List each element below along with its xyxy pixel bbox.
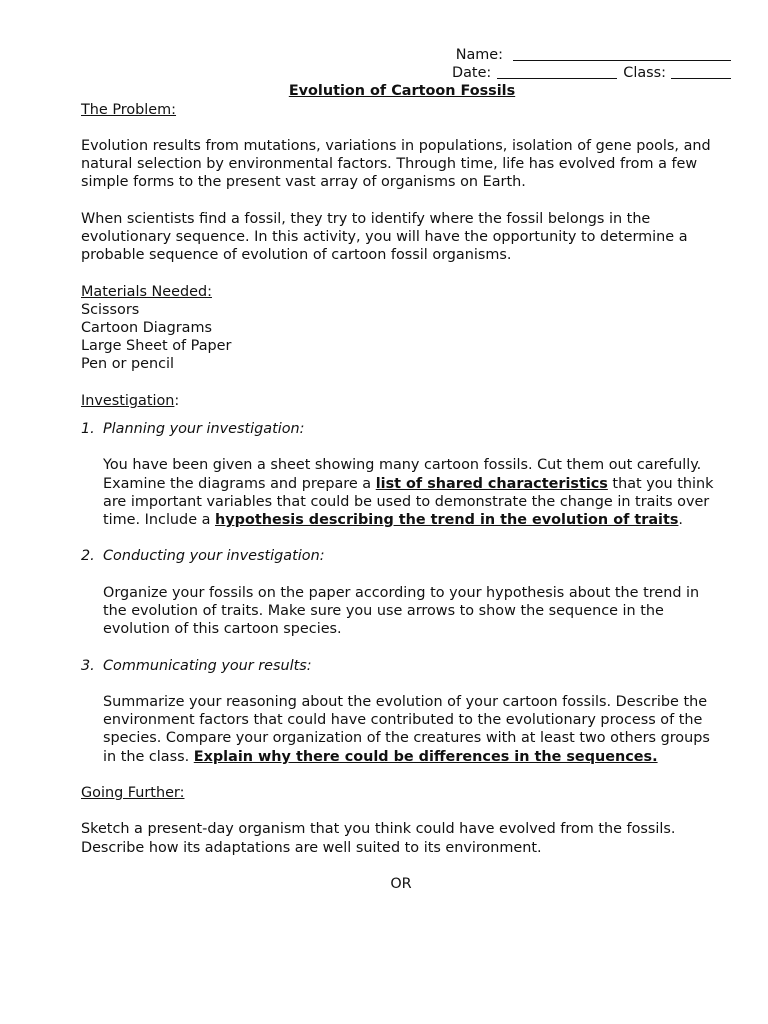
step-number: 2. <box>81 548 95 565</box>
or-divider: OR <box>390 875 412 892</box>
name-blank <box>513 46 731 61</box>
step-title: Conducting your investigation: <box>103 548 325 565</box>
step-number: 1. <box>81 420 95 437</box>
date-blank <box>497 64 617 79</box>
investigation-heading-colon: : <box>174 392 180 409</box>
step-2-text: Organize your fossils on the paper according to your hypothesis about the trend in the evolution of traits. Make sure you use arrows to show the sequence in the evolution of this cartoon species. <box>103 584 700 638</box>
material-item: Scissors <box>81 301 140 318</box>
material-item: Cartoon Diagrams <box>81 319 213 336</box>
step-1-heading <box>81 420 731 438</box>
date-label: Date: <box>452 65 492 82</box>
shared-characteristics-emphasis: list of shared characteristics <box>375 475 608 492</box>
step-3-text <box>103 693 723 766</box>
text-run: Summarize your reasoning about the evolution of your cartoon fossils. Describe the environment factors that could have contributed to the evolutionary process of the species. Compare your organization of the creatures with at least two others groups in the class. <box>103 693 710 765</box>
hypothesis-emphasis: hypothesis describing the trend in the evolution of traits <box>215 511 679 528</box>
investigation-heading <box>81 392 731 410</box>
step-1-body <box>81 456 723 529</box>
class-label: Class: <box>623 65 666 82</box>
step-title: Communicating your results: <box>103 657 312 674</box>
date-class-line <box>81 64 731 82</box>
text-run: that you think are important variables that could be used to demonstrate the change in traits over time. Include a <box>103 475 714 528</box>
material-item: Pen or pencil <box>81 356 175 373</box>
step-3-heading <box>81 657 731 675</box>
text-run: . <box>678 511 683 528</box>
going-further-text: Sketch a present-day organism that you think could have evolved from the fossils. Describe how its adaptations are well suited to its environment. <box>81 821 676 856</box>
differences-emphasis: Explain why there could be differences in the sequences. <box>193 748 658 765</box>
step-1-line-2 <box>103 475 723 530</box>
worksheet-page <box>81 46 731 893</box>
text-run: Examine the diagrams and prepare a <box>103 475 376 492</box>
name-line <box>81 46 731 64</box>
problem-paragraph-2: When scientists find a fossil, they try to identify where the fossil belongs in the evolutionary sequence. In this activity, you will have the opportunity to determine a probable sequence of evolution of cartoon fossil organisms. <box>81 210 688 264</box>
materials-heading: Materials Needed: <box>81 283 212 300</box>
step-title: Planning your investigation: <box>103 420 305 437</box>
step-2-body <box>81 584 723 639</box>
step-1-line-1: You have been given a sheet showing many cartoon fossils. Cut them out carefully. <box>103 457 702 474</box>
document-title: Evolution of Cartoon Fossils <box>288 83 516 100</box>
going-further-heading: Going Further: <box>81 784 185 801</box>
material-item: Large Sheet of Paper <box>81 338 232 355</box>
problem-paragraph-1: Evolution results from mutations, variations in populations, isolation of gene pools, and natural selection by environmental factors. Through time, life has evolved from a few simple forms to the present vast array of organisms on Earth. <box>81 137 711 191</box>
step-3-body <box>81 693 723 766</box>
investigation-heading-text: Investigation <box>81 392 175 409</box>
problem-heading: The Problem: <box>81 101 177 118</box>
step-2-heading <box>81 547 731 565</box>
class-blank <box>671 64 731 79</box>
step-number: 3. <box>81 657 95 674</box>
name-label: Name: <box>455 47 503 63</box>
